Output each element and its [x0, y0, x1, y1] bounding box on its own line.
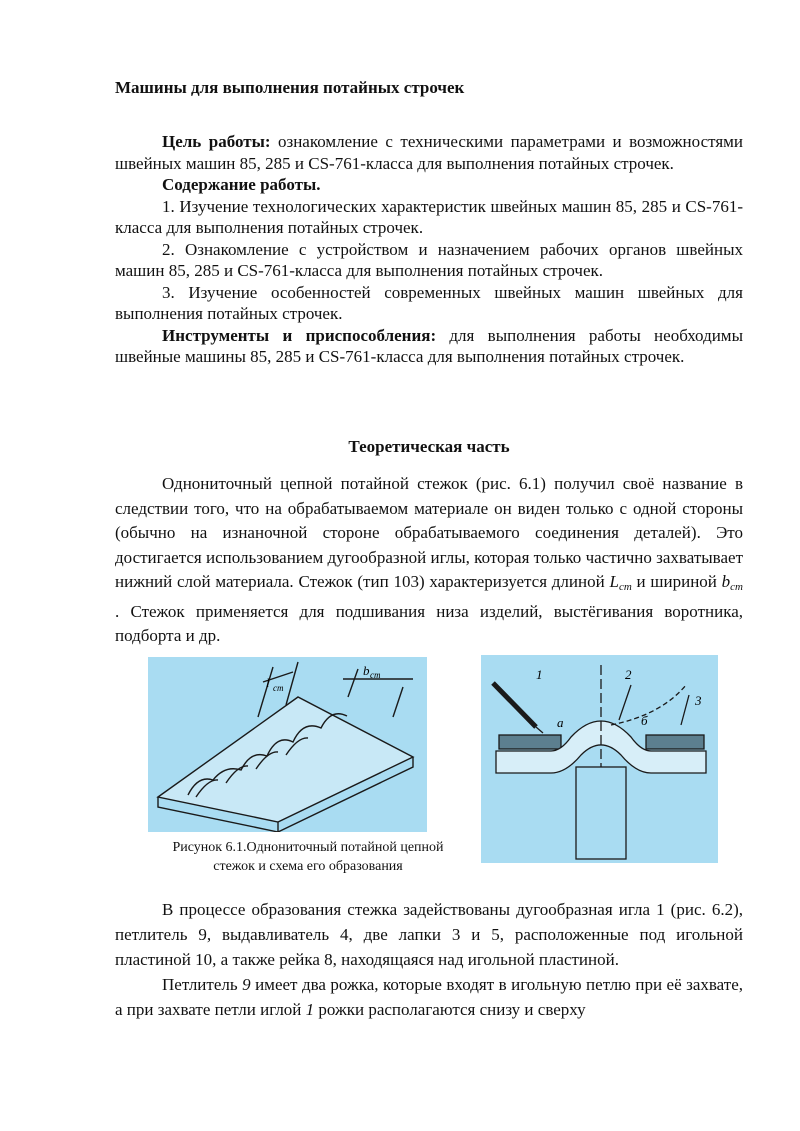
label-3: 3 — [695, 693, 702, 708]
theory-paragraph — [115, 472, 743, 649]
svg-text:ст: ст — [273, 683, 284, 693]
caption-line-1: Рисунок 6.1.Однониточный потайной цепной — [172, 840, 444, 855]
stitch-illustration — [148, 657, 427, 832]
content-item-1: 1. Изучение технологических характеристик швейных машин 85, 285 и CS-761-класса для выполнения потайных строчек. — [115, 196, 743, 237]
process-section — [115, 897, 743, 1022]
length-label: l — [266, 675, 270, 690]
theory-section — [115, 472, 743, 649]
tools-paragraph — [115, 325, 743, 368]
theory-text-end: . Стежок применяется для подшивания низа изделий, выстёгивания воротника, подборта и др. — [115, 601, 743, 645]
label-b: б — [641, 713, 648, 728]
content-item-2: 2. Ознакомление с устройством и назначением рабочих органов швейных машин 85, 285 и CS-761-класса для выполнения потайных строчек. — [115, 239, 743, 280]
page-title: Машины для выполнения потайных строчек — [115, 78, 465, 97]
label-2: 2 — [625, 667, 632, 682]
width-label: b — [363, 663, 370, 678]
stitch-length-symbol: Lст — [609, 572, 632, 593]
theory-text-mid: и шириной — [631, 572, 722, 591]
goal-paragraph — [115, 131, 743, 174]
figure-caption — [145, 838, 471, 876]
formation-scheme — [481, 655, 718, 863]
content-item-3: 3. Изучение особенностей современных швейных машин швейных для выполнения потайных строчек. — [115, 282, 743, 323]
process-paragraph-2: Петлитель 9 имеет два рожка, которые входят в игольную петлю при её захвате, а при захвате петли иглой 1 рожки располагаются снизу и сверху — [115, 975, 744, 1019]
work-description — [115, 131, 743, 368]
theory-text-start: Однониточный цепной потайной стежок (рис. 6.1) получил своё название в следствии того, что на обрабатываемом материале он виден только с одной стороны (обычно на изнаночной стороне обрабатываемого соединения деталей). Это достигается использованием дугообразной иглы, которая только частично захватывает нижний слой материала. Стежок (тип 103) характеризуется длиной — [115, 474, 743, 591]
theory-heading: Теоретическая часть — [348, 437, 510, 456]
goal-text: ознакомление с техническими параметрами и возможностями швейных машин 85, 285 и CS-761-класса для выполнения потайных строчек. — [115, 132, 744, 173]
label-1: 1 — [536, 667, 543, 682]
label-a: а — [557, 715, 564, 730]
svg-text:ст: ст — [370, 670, 381, 680]
stitch-width-symbol: bст — [721, 572, 743, 593]
caption-line-2: стежок и схема его образования — [213, 859, 403, 874]
content-heading: Содержание работы. — [162, 175, 321, 194]
goal-label: Цель работы: — [162, 132, 271, 151]
tools-text: для выполнения работы необходимы швейные машины 85, 285 и CS-761-класса для выполнения потайных строчек. — [115, 325, 743, 366]
process-paragraph-1: В процессе образования стежка задействованы дугообразная игла 1 (рис. 6.2), петлитель 9, выдавливатель 4, две лапки 3 и 5, расположенные под игольной пластиной 10, а также рейка 8, находящаяся над игольной пластиной. — [115, 900, 743, 969]
tools-label: Инструменты и приспособления: — [162, 325, 437, 345]
